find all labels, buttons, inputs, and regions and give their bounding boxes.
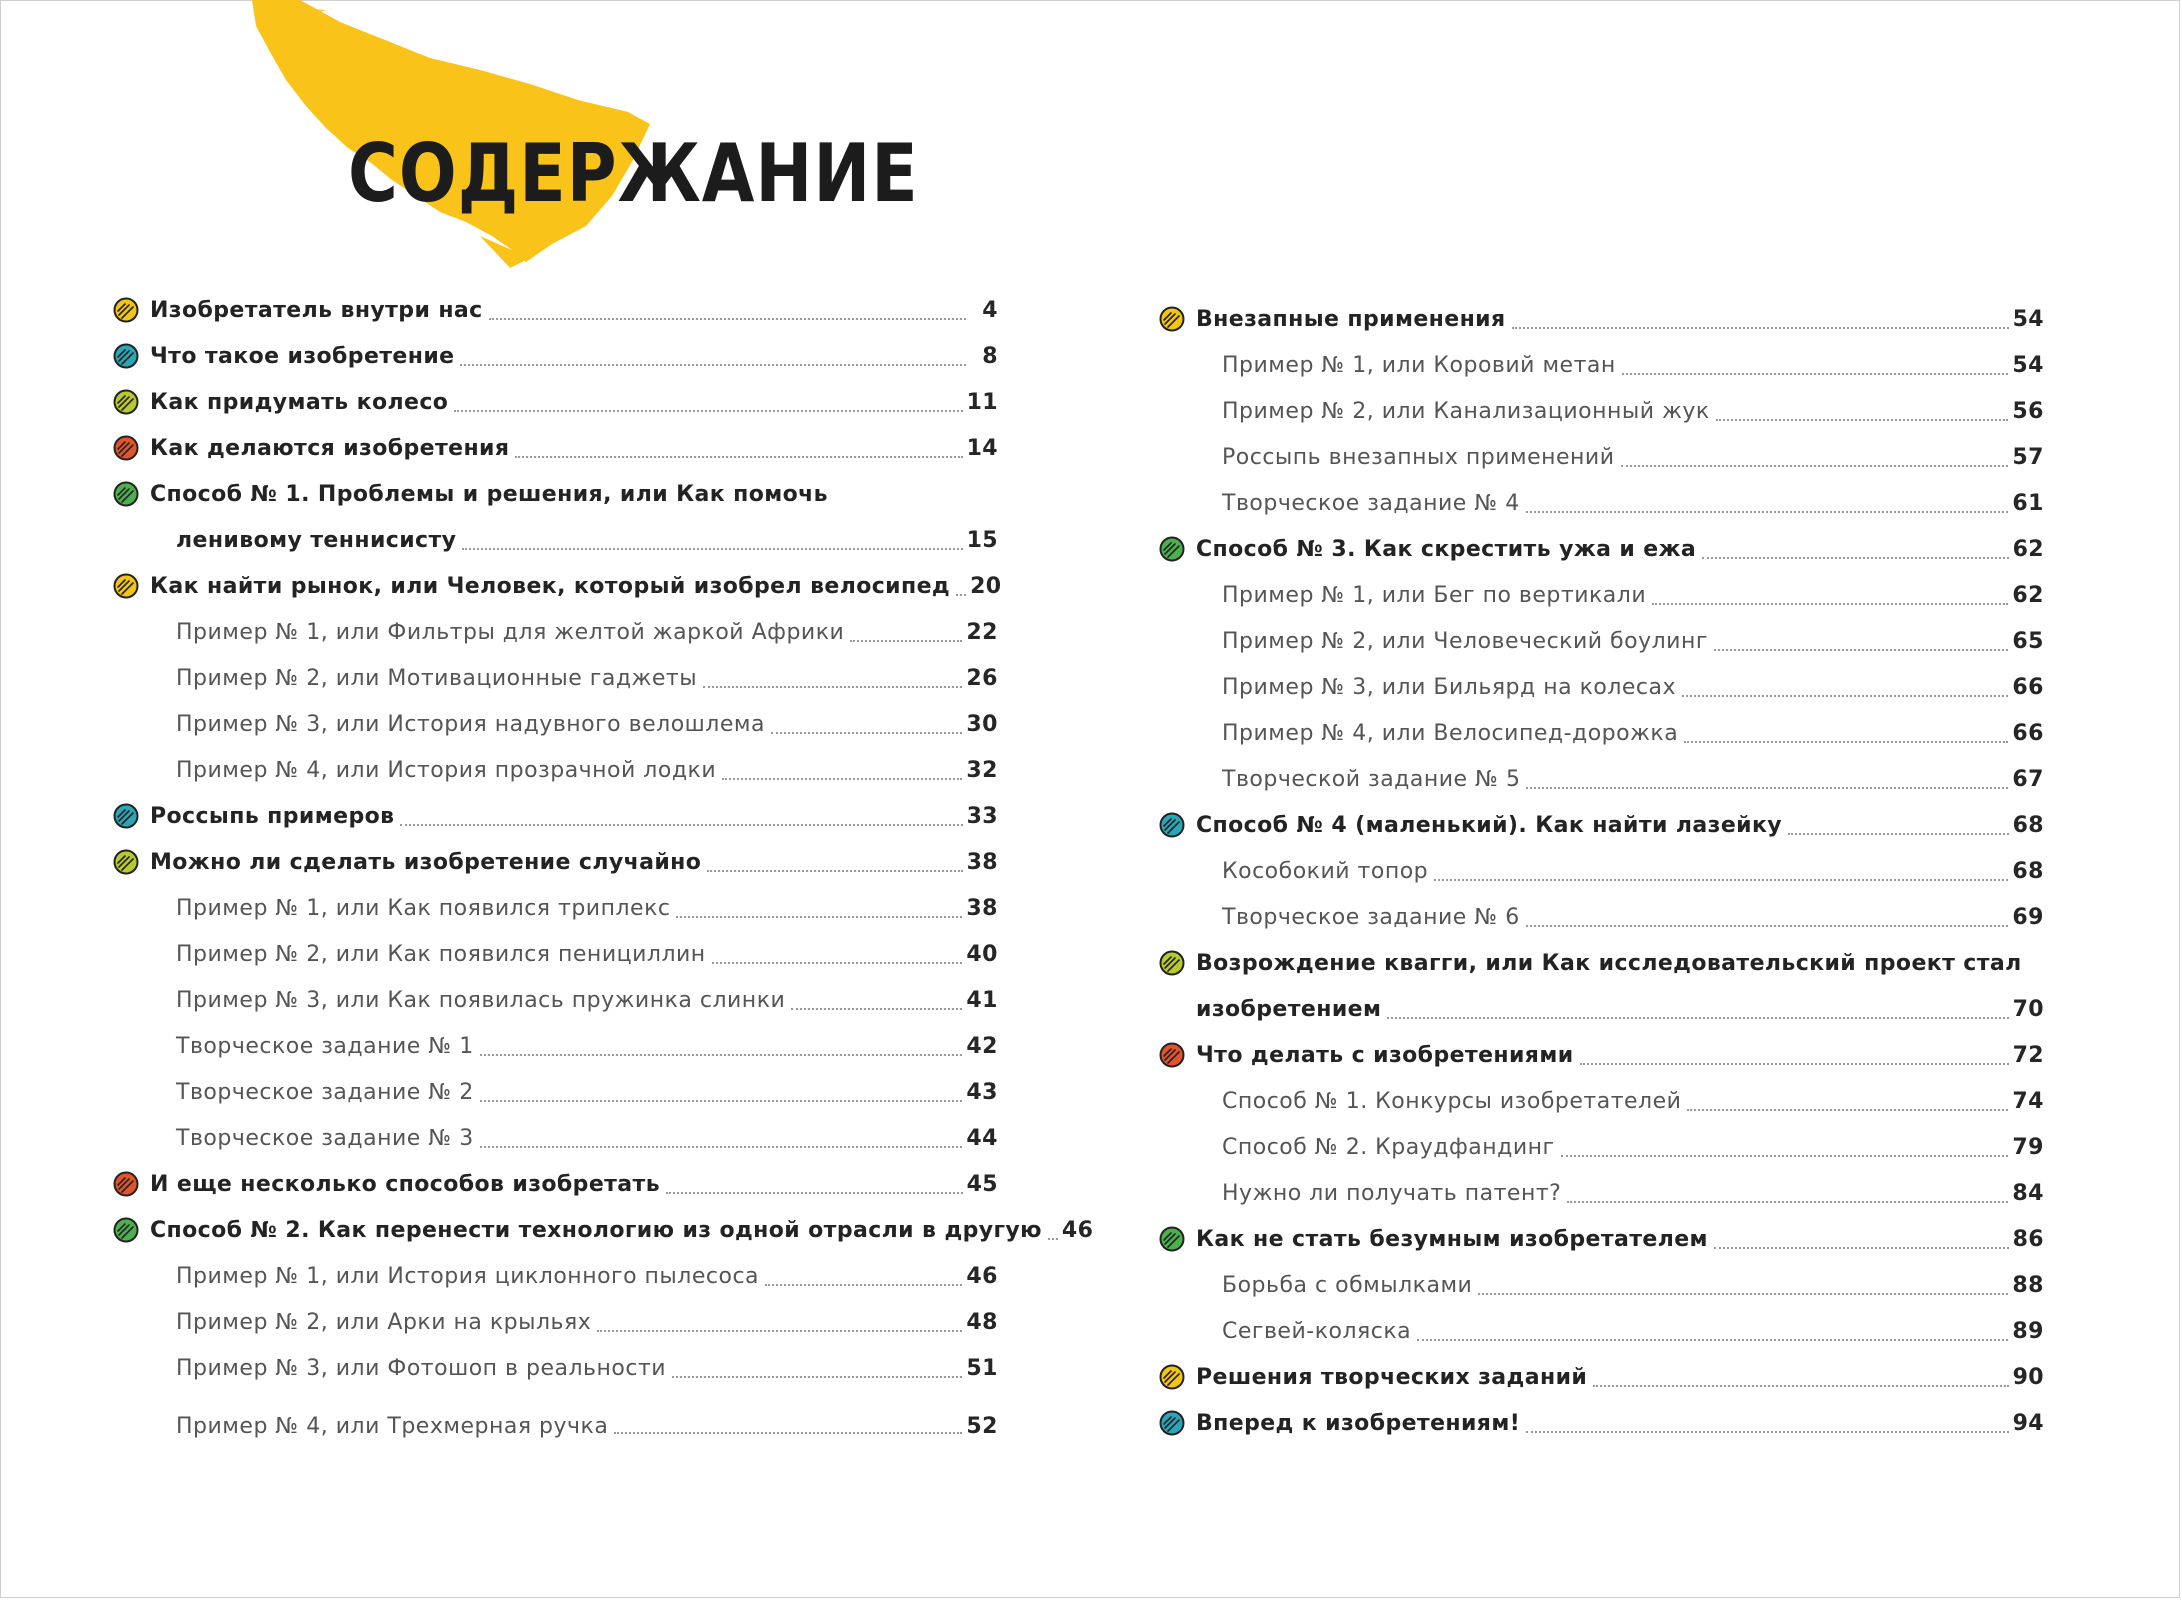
toc-entry[interactable] — [1158, 342, 2044, 388]
green-circle-bullet-icon — [1158, 535, 1186, 563]
dot-leader — [956, 594, 966, 596]
toc-entry-page-number: 72 — [2012, 1042, 2044, 1068]
toc-entry[interactable] — [1158, 894, 2044, 940]
toc-entry-title: Пример № 4, или Велосипед-дорожка — [1222, 720, 1679, 746]
toc-entry[interactable] — [112, 1391, 998, 1447]
dot-leader — [722, 778, 962, 780]
dot-leader — [707, 870, 962, 872]
toc-entry-page-number: 68 — [2012, 858, 2044, 884]
toc-entry[interactable] — [1158, 664, 2044, 710]
toc-entry-page-number: 74 — [2012, 1088, 2044, 1114]
dot-leader — [1478, 1293, 2008, 1295]
toc-entry-title: Пример № 2, или Арки на крыльях — [176, 1309, 592, 1335]
toc-entry-title: Пример № 1, или Фильтры для желтой жаркой Африки — [176, 619, 845, 645]
toc-entry-page-number: 11 — [966, 389, 998, 415]
toc-entry-title: Творческое задание № 2 — [176, 1079, 474, 1105]
toc-entry-title: Пример № 1, или Бег по вертикали — [1222, 582, 1647, 608]
dot-leader — [1593, 1385, 2008, 1387]
toc-entry-title: Как не стать безумным изобретателем — [1196, 1226, 1708, 1252]
toc-entry[interactable] — [112, 1299, 998, 1345]
toc-entry[interactable] — [112, 701, 998, 747]
toc-entry-page-number: 38 — [966, 895, 998, 921]
toc-entry[interactable] — [112, 471, 998, 517]
toc-entry-page-number: 89 — [2012, 1318, 2044, 1344]
toc-entry-page-number: 56 — [2012, 398, 2044, 424]
toc-entry[interactable] — [1158, 480, 2044, 526]
toc-entry[interactable] — [112, 839, 998, 885]
toc-entry-page-number: 22 — [966, 619, 998, 645]
toc-entry-page-number: 52 — [966, 1414, 998, 1439]
toc-entry[interactable] — [112, 747, 998, 793]
toc-entry[interactable] — [1158, 710, 2044, 756]
toc-entry-page-number: 66 — [2012, 674, 2044, 700]
toc-entry[interactable] — [1158, 1400, 2044, 1446]
dot-leader — [1417, 1339, 2008, 1341]
toc-entry[interactable] — [112, 977, 998, 1023]
toc-entry[interactable] — [1158, 756, 2044, 802]
toc-entry-title: Как делаются изобретения — [150, 435, 510, 461]
toc-entry[interactable] — [112, 793, 998, 839]
toc-entry-title: Как придумать колесо — [150, 389, 449, 415]
toc-entry-title: Творческой задание № 5 — [1222, 766, 1521, 792]
toc-entry-title: Способ № 4 (маленький). Как найти лазейку — [1196, 812, 1783, 838]
toc-entry-page-number: 65 — [2012, 628, 2044, 654]
lime-circle-bullet-icon — [1158, 949, 1186, 977]
dot-leader — [480, 1054, 963, 1056]
toc-right-column — [1158, 296, 2044, 1446]
toc-entry-page-number: 14 — [966, 435, 998, 461]
dot-leader — [1512, 327, 2009, 329]
toc-entry-title: Россыпь примеров — [150, 803, 395, 829]
red-circle-bullet-icon — [112, 1170, 140, 1198]
toc-entry[interactable] — [112, 333, 998, 379]
dot-leader — [1526, 511, 2009, 513]
toc-entry-title: Изобретатель внутри нас — [150, 297, 483, 323]
toc-entry-page-number: 69 — [2012, 904, 2044, 930]
toc-entry-title: ленивому теннисисту — [176, 527, 457, 553]
toc-entry[interactable] — [1158, 802, 2044, 848]
dot-leader — [1702, 557, 2008, 559]
page-title: СОДЕРЖАНИЕ — [348, 128, 919, 222]
toc-entry-page-number: 45 — [966, 1171, 998, 1197]
toc-entry-title: Как найти рынок, или Человек, который изобрел велосипед — [150, 573, 951, 599]
toc-entry-title: Внезапные применения — [1196, 306, 1506, 332]
toc-entry[interactable] — [112, 563, 1002, 609]
toc-entry[interactable] — [1158, 526, 2044, 572]
toc-entry-page-number: 26 — [966, 665, 998, 691]
toc-entry-page-number: 68 — [2012, 812, 2044, 838]
green-circle-bullet-icon — [112, 480, 140, 508]
toc-entry[interactable] — [112, 1161, 998, 1207]
toc-entry-title: Творческое задание № 1 — [176, 1033, 474, 1059]
toc-entry-title: изобретением — [1196, 996, 1382, 1022]
toc-entry[interactable] — [112, 885, 998, 931]
toc-entry[interactable] — [112, 655, 998, 701]
toc-entry-title: Что делать с изобретениями — [1196, 1042, 1574, 1068]
lime-circle-bullet-icon — [112, 388, 140, 416]
yellow-circle-bullet-icon — [1158, 305, 1186, 333]
dot-leader — [400, 824, 962, 826]
toc-entry-title: Способ № 2. Как перенести технологию из одной отрасли в другую — [150, 1217, 1042, 1243]
toc-entry-page-number: 32 — [966, 757, 998, 783]
dot-leader — [489, 318, 966, 320]
toc-entry-page-number: 70 — [2012, 996, 2044, 1022]
dot-leader — [597, 1330, 962, 1332]
toc-entry-title: Вперед к изобретениям! — [1196, 1410, 1521, 1436]
toc-entry[interactable] — [112, 1115, 998, 1161]
dot-leader — [1621, 465, 2009, 467]
toc-entry[interactable] — [1158, 1216, 2044, 1262]
toc-entry-page-number: 84 — [2012, 1180, 2044, 1206]
dot-leader — [454, 410, 962, 412]
toc-entry-title: Можно ли сделать изобретение случайно — [150, 849, 702, 875]
toc-entry-title: Пример № 3, или Как появилась пружинка слинки — [176, 987, 786, 1013]
toc-entry-title: Возрождение квагги, или Как исследовательский проект стал — [1196, 950, 2022, 976]
toc-entry-page-number: 40 — [966, 941, 998, 967]
toc-entry-title: Творческое задание № 6 — [1222, 904, 1520, 930]
toc-entry[interactable] — [1158, 1078, 2044, 1124]
toc-entry-title: Решения творческих заданий — [1196, 1364, 1588, 1390]
toc-entry[interactable] — [1158, 434, 2044, 480]
toc-entry[interactable] — [1158, 1262, 2044, 1308]
dot-leader — [703, 686, 962, 688]
dot-leader — [1687, 1109, 2008, 1111]
toc-entry-page-number: 94 — [2012, 1410, 2044, 1436]
dot-leader — [712, 962, 963, 964]
toc-entry[interactable] — [112, 1069, 998, 1115]
dot-leader — [1526, 787, 2008, 789]
toc-entry-title: Способ № 1. Проблемы и решения, или Как помочь — [150, 481, 828, 507]
dot-leader — [1048, 1238, 1058, 1240]
dot-leader — [460, 364, 966, 366]
toc-entry-page-number: 15 — [966, 527, 998, 553]
toc-entry-page-number: 46 — [966, 1263, 998, 1289]
dot-leader — [1682, 695, 2008, 697]
toc-entry-title: Сегвей-коляска — [1222, 1318, 1412, 1344]
dot-leader — [1387, 1017, 2008, 1019]
toc-entry-page-number: 54 — [2012, 306, 2044, 332]
teal-circle-bullet-icon — [112, 802, 140, 830]
dot-leader — [1561, 1155, 2009, 1157]
toc-entry-page-number: 54 — [2012, 352, 2044, 378]
toc-entry-page-number: 41 — [966, 987, 998, 1013]
dot-leader — [1716, 419, 2009, 421]
toc-entry[interactable] — [112, 1207, 1094, 1253]
dot-leader — [462, 548, 962, 550]
toc-entry-title: Пример № 3, или Фотошоп в реальности — [176, 1355, 667, 1381]
toc-entry-page-number: 44 — [966, 1125, 998, 1151]
toc-entry-title: Пример № 2, или Канализационный жук — [1222, 398, 1710, 424]
toc-entry-title: Способ № 2. Краудфандинг — [1222, 1134, 1555, 1160]
red-circle-bullet-icon — [112, 434, 140, 462]
toc-entry-title: И еще несколько способов изобретать — [150, 1171, 660, 1197]
toc-entry-page-number: 20 — [970, 573, 1002, 599]
toc-entry-page-number: 79 — [2012, 1134, 2044, 1160]
toc-entry-title: Творческое задание № 4 — [1222, 490, 1520, 516]
toc-entry-page-number: 90 — [2012, 1364, 2044, 1390]
toc-entry-title: Пример № 4, или История прозрачной лодки — [176, 757, 717, 783]
dot-leader — [480, 1100, 963, 1102]
toc-entry-title: Пример № 2, или Мотивационные гаджеты — [176, 665, 698, 691]
toc-entry[interactable] — [1158, 572, 2044, 618]
toc-entry[interactable] — [1158, 848, 2044, 894]
toc-entry-page-number: 8 — [982, 343, 998, 369]
toc-entry[interactable] — [1158, 1354, 2044, 1400]
dot-leader — [614, 1432, 962, 1434]
red-circle-bullet-icon — [1158, 1041, 1186, 1069]
yellow-circle-bullet-icon — [112, 572, 140, 600]
dot-leader — [765, 1284, 962, 1286]
dot-leader — [850, 640, 962, 642]
toc-entry-title: Пример № 3, или История надувного велошлема — [176, 711, 765, 737]
toc-entry-title: Пример № 1, или История циклонного пылесоса — [176, 1263, 760, 1289]
toc-entry[interactable] — [1158, 618, 2044, 664]
teal-circle-bullet-icon — [1158, 1409, 1186, 1437]
toc-entry-title: Творческое задание № 3 — [176, 1125, 474, 1151]
dot-leader — [1580, 1063, 2009, 1065]
toc-entry-page-number: 62 — [2012, 536, 2044, 562]
toc-entry-title: Способ № 1. Конкурсы изобретателей — [1222, 1088, 1682, 1114]
toc-entry[interactable] — [112, 1253, 998, 1299]
toc-entry[interactable] — [1158, 1032, 2044, 1078]
toc-entry[interactable] — [112, 425, 998, 471]
toc-entry[interactable] — [1158, 1170, 2044, 1216]
toc-left-column — [112, 287, 1094, 1447]
toc-entry-title: Пример № 1, или Коровий метан — [1222, 352, 1616, 378]
toc-entry[interactable] — [1158, 296, 2044, 342]
dot-leader — [666, 1192, 963, 1194]
dot-leader — [1622, 373, 2009, 375]
dot-leader — [791, 1008, 962, 1010]
yellow-circle-bullet-icon — [1158, 1363, 1186, 1391]
toc-entry[interactable] — [112, 931, 998, 977]
toc-entry-page-number: 51 — [966, 1355, 998, 1381]
toc-entry[interactable] — [112, 1345, 998, 1391]
toc-entry[interactable] — [112, 379, 998, 425]
toc-entry[interactable] — [1158, 388, 2044, 434]
dot-leader — [1434, 879, 2008, 881]
lime-circle-bullet-icon — [112, 848, 140, 876]
dot-leader — [1567, 1201, 2008, 1203]
toc-entry[interactable] — [112, 517, 998, 563]
toc-entry-title: Способ № 3. Как скрестить ужа и ежа — [1196, 536, 1697, 562]
teal-circle-bullet-icon — [112, 342, 140, 370]
toc-entry-page-number: 57 — [2012, 444, 2044, 470]
dot-leader — [771, 732, 962, 734]
toc-entry[interactable] — [1158, 1308, 2044, 1354]
dot-leader — [1714, 1247, 2009, 1249]
toc-entry-page-number: 30 — [966, 711, 998, 737]
dot-leader — [1788, 833, 2009, 835]
toc-entry-title: Борьба с обмылками — [1222, 1272, 1473, 1298]
toc-entry-title: Пример № 1, или Как появился триплекс — [176, 895, 671, 921]
toc-entry-title: Пример № 3, или Бильярд на колесах — [1222, 674, 1677, 700]
dot-leader — [1714, 649, 2008, 651]
toc-entry-title: Пример № 4, или Трехмерная ручка — [176, 1414, 609, 1439]
toc-entry-title: Пример № 2, или Человеческий боулинг — [1222, 628, 1708, 654]
dot-leader — [1652, 603, 2008, 605]
toc-entry[interactable] — [112, 1023, 998, 1069]
dot-leader — [480, 1146, 963, 1148]
toc-entry-page-number: 88 — [2012, 1272, 2044, 1298]
toc-entry-page-number: 48 — [966, 1309, 998, 1335]
toc-entry[interactable] — [112, 609, 998, 655]
toc-entry-page-number: 4 — [982, 297, 998, 323]
toc-entry-title: Нужно ли получать патент? — [1222, 1180, 1562, 1206]
toc-entry-title: Что такое изобретение — [150, 343, 455, 369]
toc-entry[interactable] — [1158, 986, 2044, 1032]
toc-entry-page-number: 33 — [966, 803, 998, 829]
toc-entry-page-number: 86 — [2012, 1226, 2044, 1252]
dot-leader — [672, 1376, 962, 1378]
toc-entry-page-number: 43 — [966, 1079, 998, 1105]
toc-entry-page-number: 46 — [1061, 1217, 1094, 1243]
toc-entry-page-number: 42 — [966, 1033, 998, 1059]
toc-entry-page-number: 38 — [966, 849, 998, 875]
toc-entry-page-number: 62 — [2012, 582, 2044, 608]
green-circle-bullet-icon — [1158, 1225, 1186, 1253]
dot-leader — [1684, 741, 2008, 743]
toc-entry-page-number: 66 — [2012, 720, 2044, 746]
toc-entry-title: Кособокий топор — [1222, 858, 1429, 884]
green-circle-bullet-icon — [112, 1216, 140, 1244]
toc-entry[interactable] — [1158, 940, 2044, 986]
toc-entry[interactable] — [1158, 1124, 2044, 1170]
dot-leader — [1526, 1431, 2008, 1433]
toc-entry-title: Россыпь внезапных применений — [1222, 444, 1615, 470]
teal-circle-bullet-icon — [1158, 811, 1186, 839]
toc-entry-page-number: 67 — [2012, 766, 2044, 792]
toc-entry-title: Пример № 2, или Как появился пенициллин — [176, 941, 706, 967]
toc-entry[interactable] — [112, 287, 998, 333]
dot-leader — [1526, 925, 2009, 927]
dot-leader — [515, 456, 962, 458]
toc-entry-page-number: 61 — [2012, 490, 2044, 516]
dot-leader — [676, 916, 962, 918]
yellow-circle-bullet-icon — [112, 296, 140, 324]
